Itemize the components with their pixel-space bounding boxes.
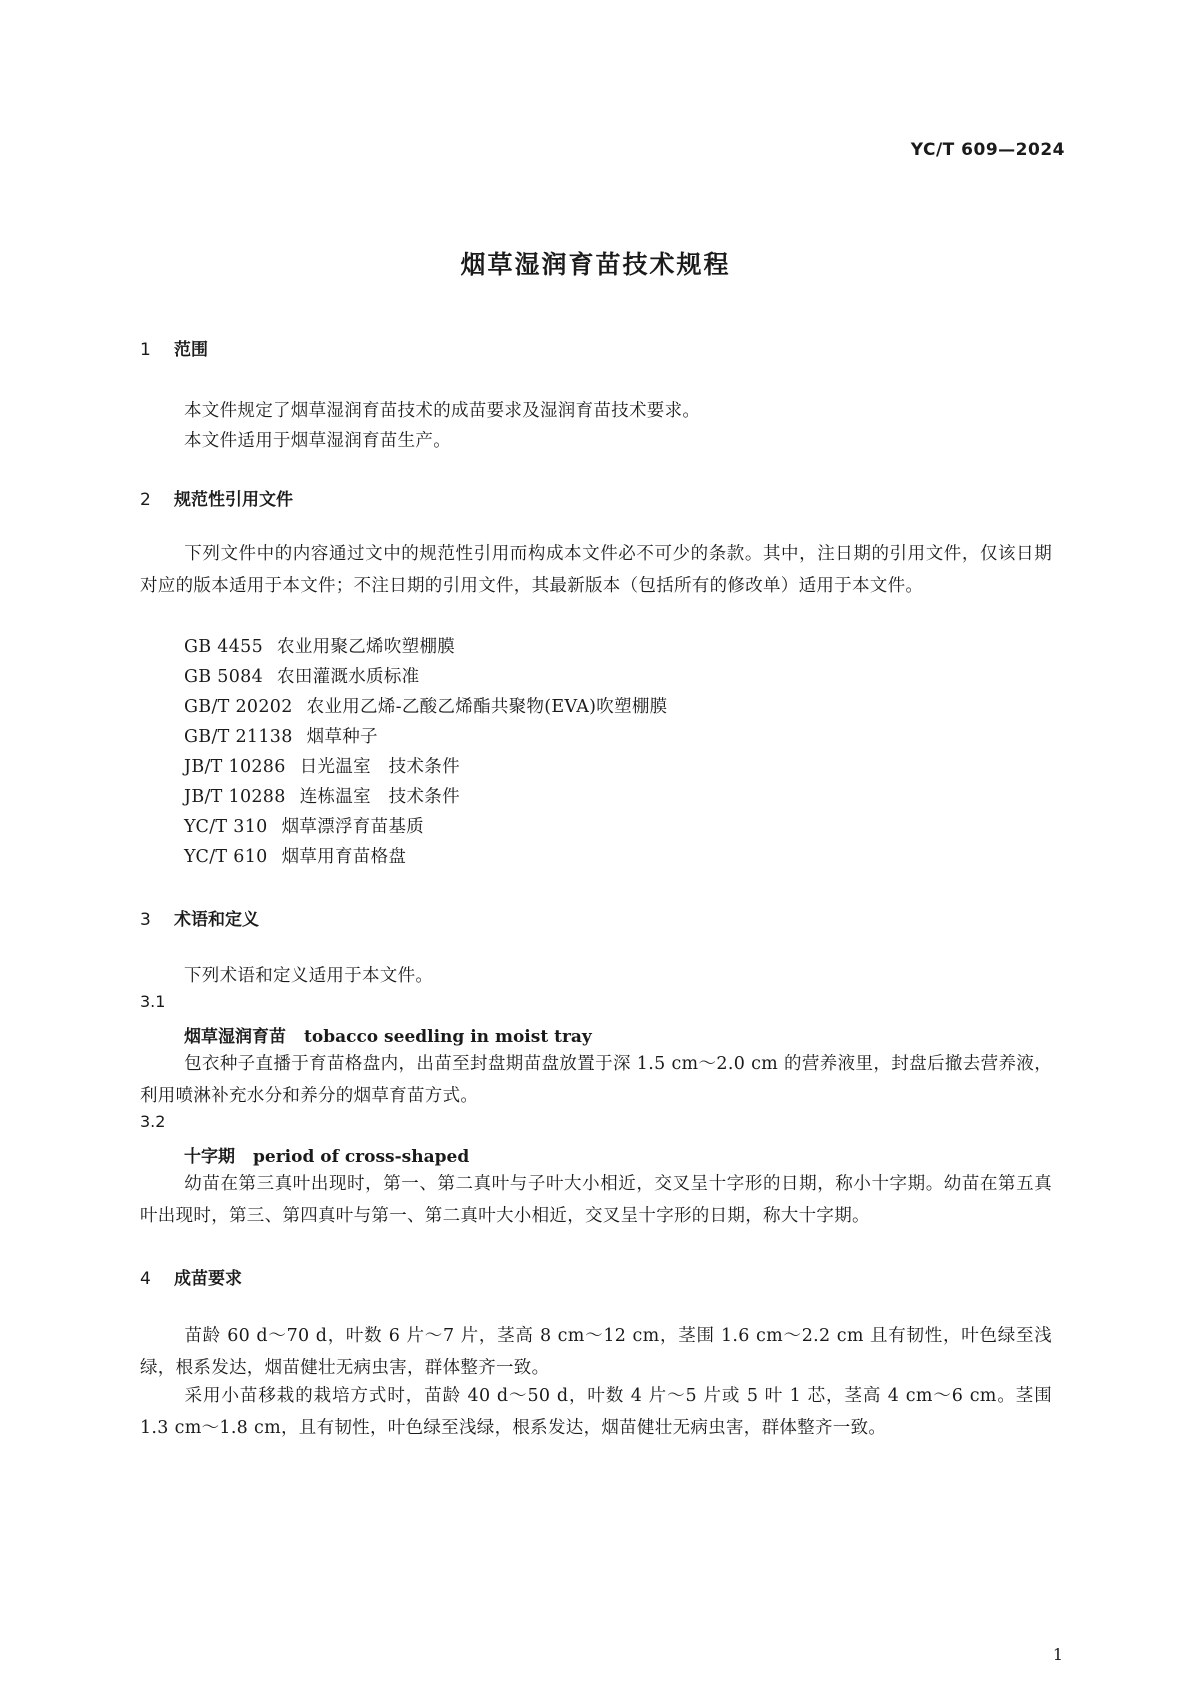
section-number: 4: [140, 1269, 151, 1289]
page-number: 1: [1052, 1645, 1063, 1664]
section-title: 规范性引用文件: [174, 490, 293, 510]
reference-title: 农业用聚乙烯吹塑棚膜: [277, 637, 456, 657]
definition-text: 包衣种子直播于育苗格盘内，出苗至封盘期苗盘放置于深 1.5 cm～2.0 cm 的营养液里，封盘后撤去营养液，利用喷淋补充水分和养分的烟草育苗方式。: [140, 1054, 1052, 1106]
reference-code: GB/T 21138: [184, 727, 293, 747]
section-title: 范围: [174, 340, 208, 360]
reference-title: 日光温室 技术条件: [299, 757, 460, 777]
term-number: 3.1: [140, 992, 166, 1011]
paragraph-text: 苗龄 60 d～70 d，叶数 6 片～7 片，茎高 8 cm～12 cm，茎围 1.6 cm～2.2 cm 且有韧性，叶色绿至浅绿，根系发达，烟苗健壮无病虫害，群体整齐一致。: [140, 1326, 1052, 1378]
section-2-heading: [140, 485, 293, 510]
reference-title: 连栋温室 技术条件: [299, 787, 460, 807]
paragraph-wrapped: [140, 538, 1052, 602]
reference-item: [184, 633, 455, 658]
term-chinese: 烟草湿润育苗: [184, 1027, 286, 1047]
paragraph-text: 下列文件中的内容通过文中的规范性引用而构成本文件必不可少的条款。其中，注日期的引用文件，仅该日期对应的版本适用于本文件；不注日期的引用文件，其最新版本（包括所有的修改单）适用于本文件。: [140, 544, 1052, 596]
reference-code: YC/T 610: [184, 847, 268, 867]
paragraph-text: 采用小苗移栽的栽培方式时，苗龄 40 d～50 d，叶数 4 片～5 片或 5 叶 1 芯，茎高 4 cm～6 cm。茎围 1.3 cm～1.8 cm，且有韧性，叶色绿至浅绿，根系发达，烟苗健壮无病虫害，群体整齐一致。: [140, 1386, 1052, 1438]
reference-code: JB/T 10286: [184, 757, 286, 777]
reference-item: [184, 693, 668, 718]
definition-text: 幼苗在第三真叶出现时，第一、第二真叶与子叶大小相近，交叉呈十字形的日期，称小十字期。幼苗在第五真叶出现时，第三、第四真叶与第一、第二真叶大小相近，交叉呈十字形的日期，称大十字期。: [140, 1174, 1052, 1226]
reference-code: GB 4455: [184, 637, 264, 657]
paragraph-wrapped: [140, 1380, 1052, 1444]
reference-code: GB 5084: [184, 667, 264, 687]
section-number: 1: [140, 340, 151, 360]
reference-code: JB/T 10288: [184, 787, 286, 807]
reference-item: [184, 843, 406, 868]
reference-title: 烟草漂浮育苗基质: [281, 817, 424, 837]
standard-code: YC/T 609—2024: [910, 140, 1065, 160]
section-3-heading: [140, 905, 259, 930]
term-chinese: 十字期: [184, 1147, 235, 1167]
term-english: period of cross-shaped: [253, 1147, 470, 1167]
term-english: tobacco seedling in moist tray: [304, 1027, 592, 1047]
reference-item: [184, 753, 460, 778]
section-4-heading: [140, 1264, 242, 1289]
term-definition: [140, 1168, 1052, 1232]
section-title: 成苗要求: [174, 1269, 242, 1289]
paragraph-wrapped: [140, 1320, 1052, 1384]
term-number: 3.2: [140, 1112, 166, 1131]
term-entry: [184, 1022, 592, 1047]
term-entry: [184, 1142, 469, 1167]
paragraph: 本文件规定了烟草湿润育苗技术的成苗要求及湿润育苗技术要求。: [184, 401, 701, 421]
reference-code: GB/T 20202: [184, 697, 293, 717]
reference-item: [184, 723, 378, 748]
reference-title: 农田灌溉水质标准: [277, 667, 420, 687]
reference-title: 烟草用育苗格盘: [281, 847, 407, 867]
reference-title: 农业用乙烯-乙酸乙烯酯共聚物(EVA)吹塑棚膜: [306, 697, 668, 717]
section-title: 术语和定义: [174, 910, 259, 930]
paragraph: 下列术语和定义适用于本文件。: [184, 966, 434, 986]
document-title: 烟草湿润育苗技术规程: [460, 250, 731, 279]
reference-item: [184, 783, 460, 808]
reference-title: 烟草种子: [306, 727, 378, 747]
paragraph: 本文件适用于烟草湿润育苗生产。: [184, 431, 451, 451]
reference-item: [184, 813, 424, 838]
reference-item: [184, 663, 419, 688]
reference-code: YC/T 310: [184, 817, 268, 837]
section-number: 3: [140, 910, 151, 930]
term-definition: [140, 1048, 1052, 1112]
section-number: 2: [140, 490, 151, 510]
section-1-heading: [140, 335, 208, 360]
